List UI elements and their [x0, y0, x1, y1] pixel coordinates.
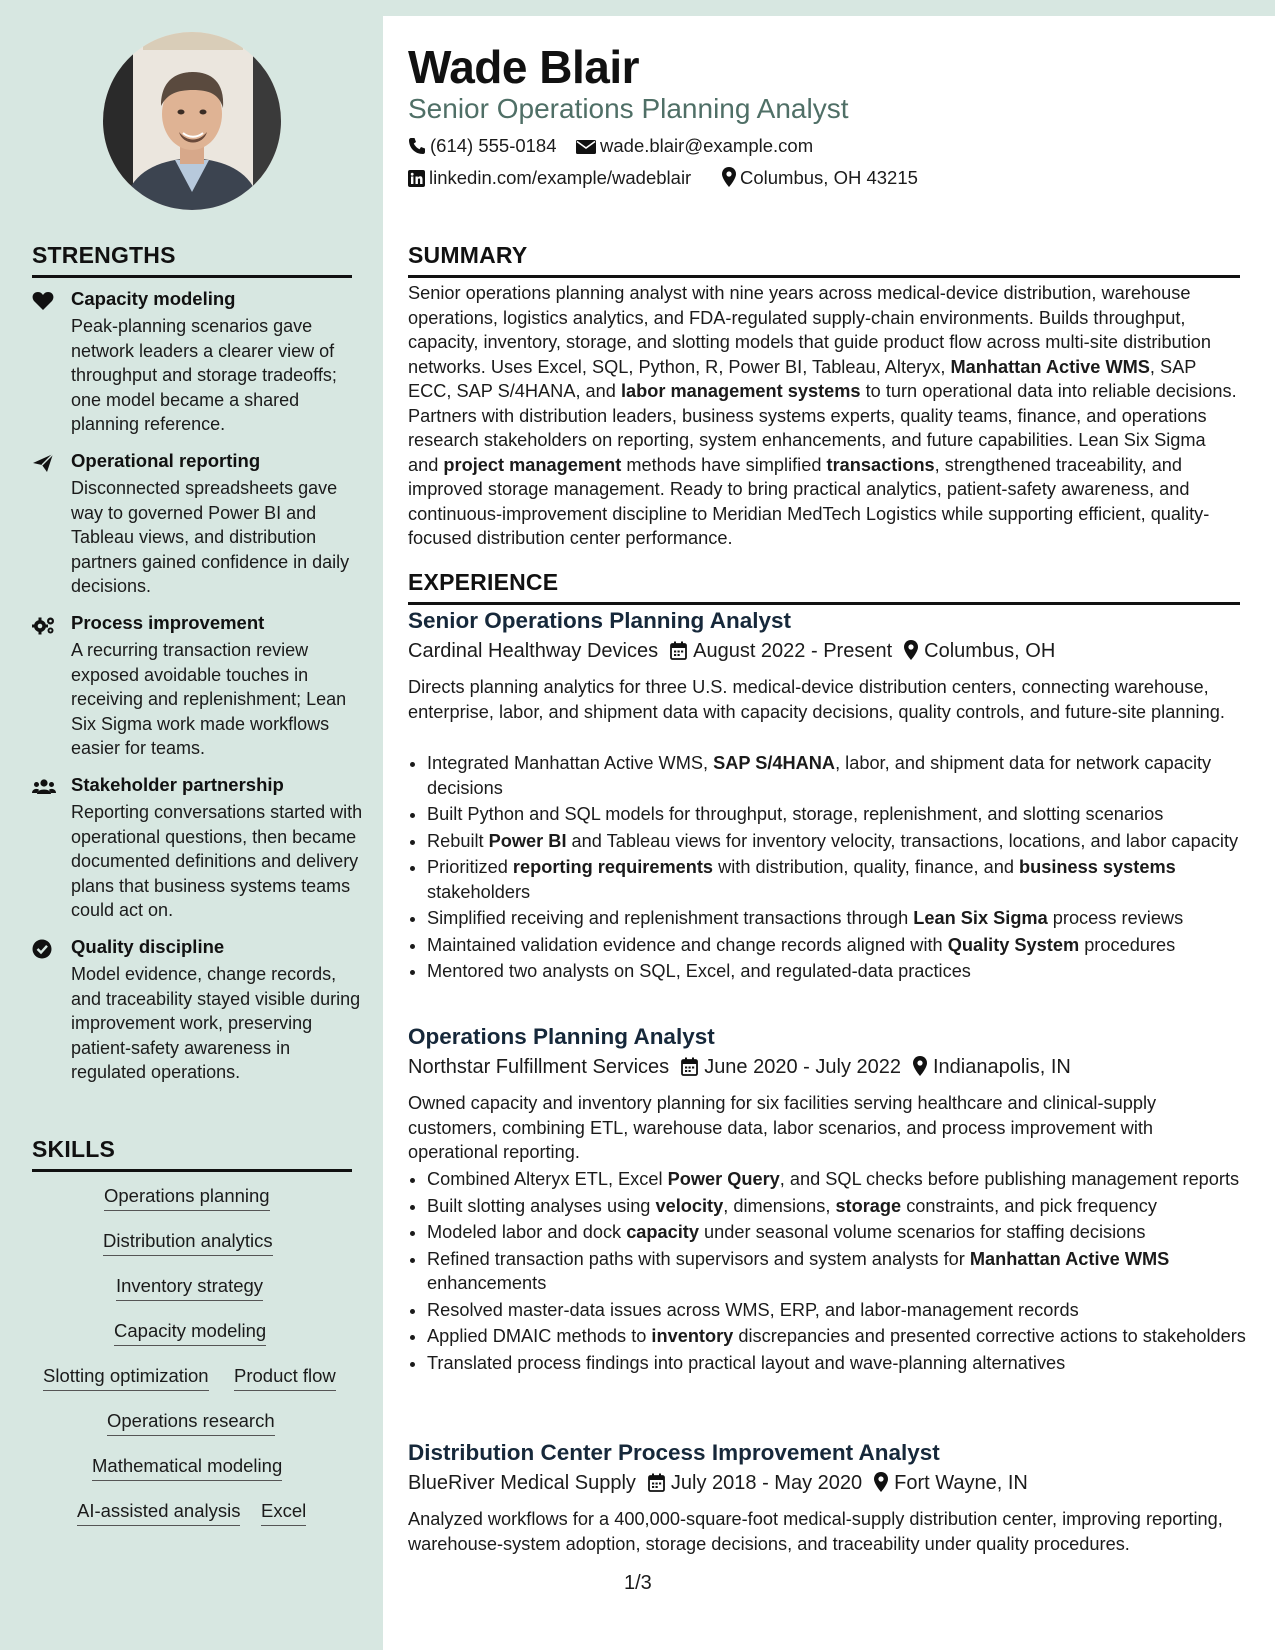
list-item: • Built Python and SQL models for throughput, storage, replenishment, and slotting scenarios: [427, 802, 1259, 827]
strength-title: Stakeholder partnership: [71, 774, 284, 795]
job-location: Columbus, OH: [924, 640, 1056, 662]
skill-tag: Excel: [261, 1500, 306, 1526]
strength-title: Process improvement: [71, 612, 265, 633]
company-name: Cardinal Healthway Devices: [408, 640, 659, 662]
list-item: • Applied DMAIC methods to inventory discrepancies and presented corrective actions to stakeholders: [427, 1324, 1259, 1349]
skill-tag: Distribution analytics: [103, 1230, 273, 1256]
job-title: Distribution Center Process Improvement Analyst: [408, 1440, 940, 1465]
calendar-icon: [648, 1473, 665, 1492]
job-meta: [408, 1056, 1071, 1079]
strength-desc: A recurring transaction review exposed avoidable touches in receiving and replenishment; Lean Six Sigma work made workflows easier for teams.: [71, 640, 347, 758]
phone-icon: [408, 137, 426, 155]
list-item: • Simplified receiving and replenishment transactions through Lean Six Sigma process reviews: [427, 906, 1259, 931]
list-item: • Resolved master-data issues across WMS, ERP, and labor-management records: [427, 1298, 1259, 1323]
company-name: BlueRiver Medical Supply: [408, 1472, 636, 1494]
job-location: Indianapolis, IN: [933, 1056, 1071, 1078]
summary-text: Senior operations planning analyst with nine years across medical-device distribution, warehouse operations, logistics analytics, and FDA-regulated supply-chain environments. Builds throughput, capacity, inventory, storage, and slotting models that guide product flow across multi-site distribution networks. Uses Excel, SQL, Python, R, Power BI, Tableau, Alteryx, Manhattan Active WMS, SAP ECC, SAP S/4HANA, and labor management systems to turn operational data into reliable decisions. Partners with distribution leaders, business systems experts, quality teams, finance, and operations research stakeholders on reporting, system enhancements, and future capabilities. Lean Six Sigma and project management methods have simplified transactions, strengthened traceability, and improved storage management. Ready to bring practical analytics, patient-safety awareness, and continuous-improvement discipline to Meridian MedTech Logistics while supporting efficient, quality-focused distribution center performance.: [408, 283, 1237, 548]
phone-text: (614) 555-0184: [430, 135, 557, 156]
list-item: • Modeled labor and dock capacity under seasonal volume scenarios for staffing decisions: [427, 1220, 1259, 1245]
map-pin-icon: [913, 1056, 927, 1076]
location-contact: [722, 167, 918, 189]
skills-heading: SKILLS: [32, 1136, 352, 1172]
job-title: Senior Operations Planning Analyst: [408, 608, 791, 633]
profile-photo: [103, 32, 281, 210]
linkedin-text[interactable]: linkedin.com/example/wadeblair: [429, 167, 692, 188]
calendar-icon: [670, 641, 687, 660]
job-description: Owned capacity and inventory planning for six facilities serving healthcare and clinical-supply customers, combining ETL, warehouse data, labor scenarios, and process improvement with operational reporting.: [408, 1093, 1157, 1162]
phone-contact: [408, 135, 557, 157]
experience-heading: EXPERIENCE: [408, 569, 1240, 605]
job-dates: July 2018 - May 2020: [670, 1472, 863, 1494]
job-bullets: [408, 1167, 1259, 1377]
skill-tag: Mathematical modeling: [92, 1455, 282, 1481]
job-dates: August 2022 - Present: [693, 640, 893, 662]
candidate-name: Wade Blair: [408, 41, 640, 93]
list-item: • Maintained validation evidence and change records aligned with Quality System procedures: [427, 933, 1259, 958]
page-number: 1/3: [624, 1572, 652, 1594]
strength-title: Capacity modeling: [71, 288, 236, 309]
map-pin-icon: [904, 640, 918, 660]
skill-tag: Inventory strategy: [116, 1275, 263, 1301]
strength-desc: Disconnected spreadsheets gave way to governed Power BI and Tableau views, and distribution partners gained confidence in daily decisions.: [71, 478, 350, 596]
linkedin-contact[interactable]: [408, 167, 691, 189]
candidate-role: Senior Operations Planning Analyst: [408, 93, 849, 124]
email-contact[interactable]: [576, 135, 813, 157]
skill-tag: Operations research: [107, 1410, 275, 1436]
strength-desc: Model evidence, change records, and traceability stayed visible during improvement work, preserving patient-safety awareness in regulated operations.: [71, 964, 361, 1082]
job-bullets: [408, 751, 1259, 986]
users-icon: [32, 777, 56, 797]
map-pin-icon: [722, 167, 736, 187]
gears-icon: [32, 615, 56, 635]
heart-icon: [32, 291, 56, 311]
job-description: Analyzed workflows for a 400,000-square-foot medical-supply distribution center, improving reporting, warehouse-system adoption, storage decisions, and traceability under quality procedures.: [408, 1509, 1223, 1554]
strength-desc: Reporting conversations started with operational questions, then became documented definitions and delivery plans that business systems teams could act on.: [71, 802, 363, 920]
skill-tag: Product flow: [234, 1365, 336, 1391]
company-name: Northstar Fulfillment Services: [408, 1056, 670, 1078]
summary-heading: SUMMARY: [408, 242, 1240, 278]
skill-tag: Operations planning: [104, 1185, 270, 1211]
paper-plane-icon: [32, 453, 56, 473]
job-description: Directs planning analytics for three U.S. medical-device distribution centers, connecting warehouse, enterprise, labor, and shipment data with capacity decisions, quality controls, and future-site planning.: [408, 677, 1225, 722]
list-item: • Prioritized reporting requirements with distribution, quality, finance, and business systems stakeholders: [427, 855, 1259, 904]
strength-title: Quality discipline: [71, 936, 225, 957]
envelope-icon: [576, 139, 596, 155]
skill-tag: Capacity modeling: [114, 1320, 266, 1346]
skill-tag: AI-assisted analysis: [77, 1500, 240, 1526]
calendar-icon: [681, 1057, 698, 1076]
job-meta: [408, 1472, 1028, 1495]
list-item: • Mentored two analysts on SQL, Excel, and regulated-data practices: [427, 959, 1259, 984]
location-text: Columbus, OH 43215: [740, 167, 918, 188]
map-pin-icon: [874, 1472, 888, 1492]
check-circle-icon: [32, 939, 56, 959]
list-item: • Combined Alteryx ETL, Excel Power Query, and SQL checks before publishing management reports: [427, 1167, 1259, 1192]
strength-title: Operational reporting: [71, 450, 261, 471]
job-location: Fort Wayne, IN: [894, 1472, 1028, 1494]
list-item: • Refined transaction paths with supervisors and system analysts for Manhattan Active WMS enhancements: [427, 1247, 1259, 1296]
job-title: Operations Planning Analyst: [408, 1024, 715, 1049]
list-item: • Built slotting analyses using velocity, dimensions, storage constraints, and pick frequency: [427, 1194, 1259, 1219]
email-text[interactable]: wade.blair@example.com: [600, 135, 814, 156]
list-item: • Translated process findings into practical layout and wave-planning alternatives: [427, 1351, 1259, 1376]
list-item: • Integrated Manhattan Active WMS, SAP S/4HANA, labor, and shipment data for network capacity decisions: [427, 751, 1259, 800]
job-dates: June 2020 - July 2022: [704, 1056, 901, 1078]
list-item: • Rebuilt Power BI and Tableau views for inventory velocity, transactions, locations, and labor capacity: [427, 829, 1259, 854]
strength-desc: Peak-planning scenarios gave network leaders a clearer view of throughput and storage tradeoffs; one model became a shared planning reference.: [71, 316, 337, 434]
job-meta: [408, 640, 1055, 663]
skill-tag: Slotting optimization: [43, 1365, 209, 1391]
strengths-heading: STRENGTHS: [32, 242, 352, 278]
linkedin-icon: [408, 170, 425, 187]
